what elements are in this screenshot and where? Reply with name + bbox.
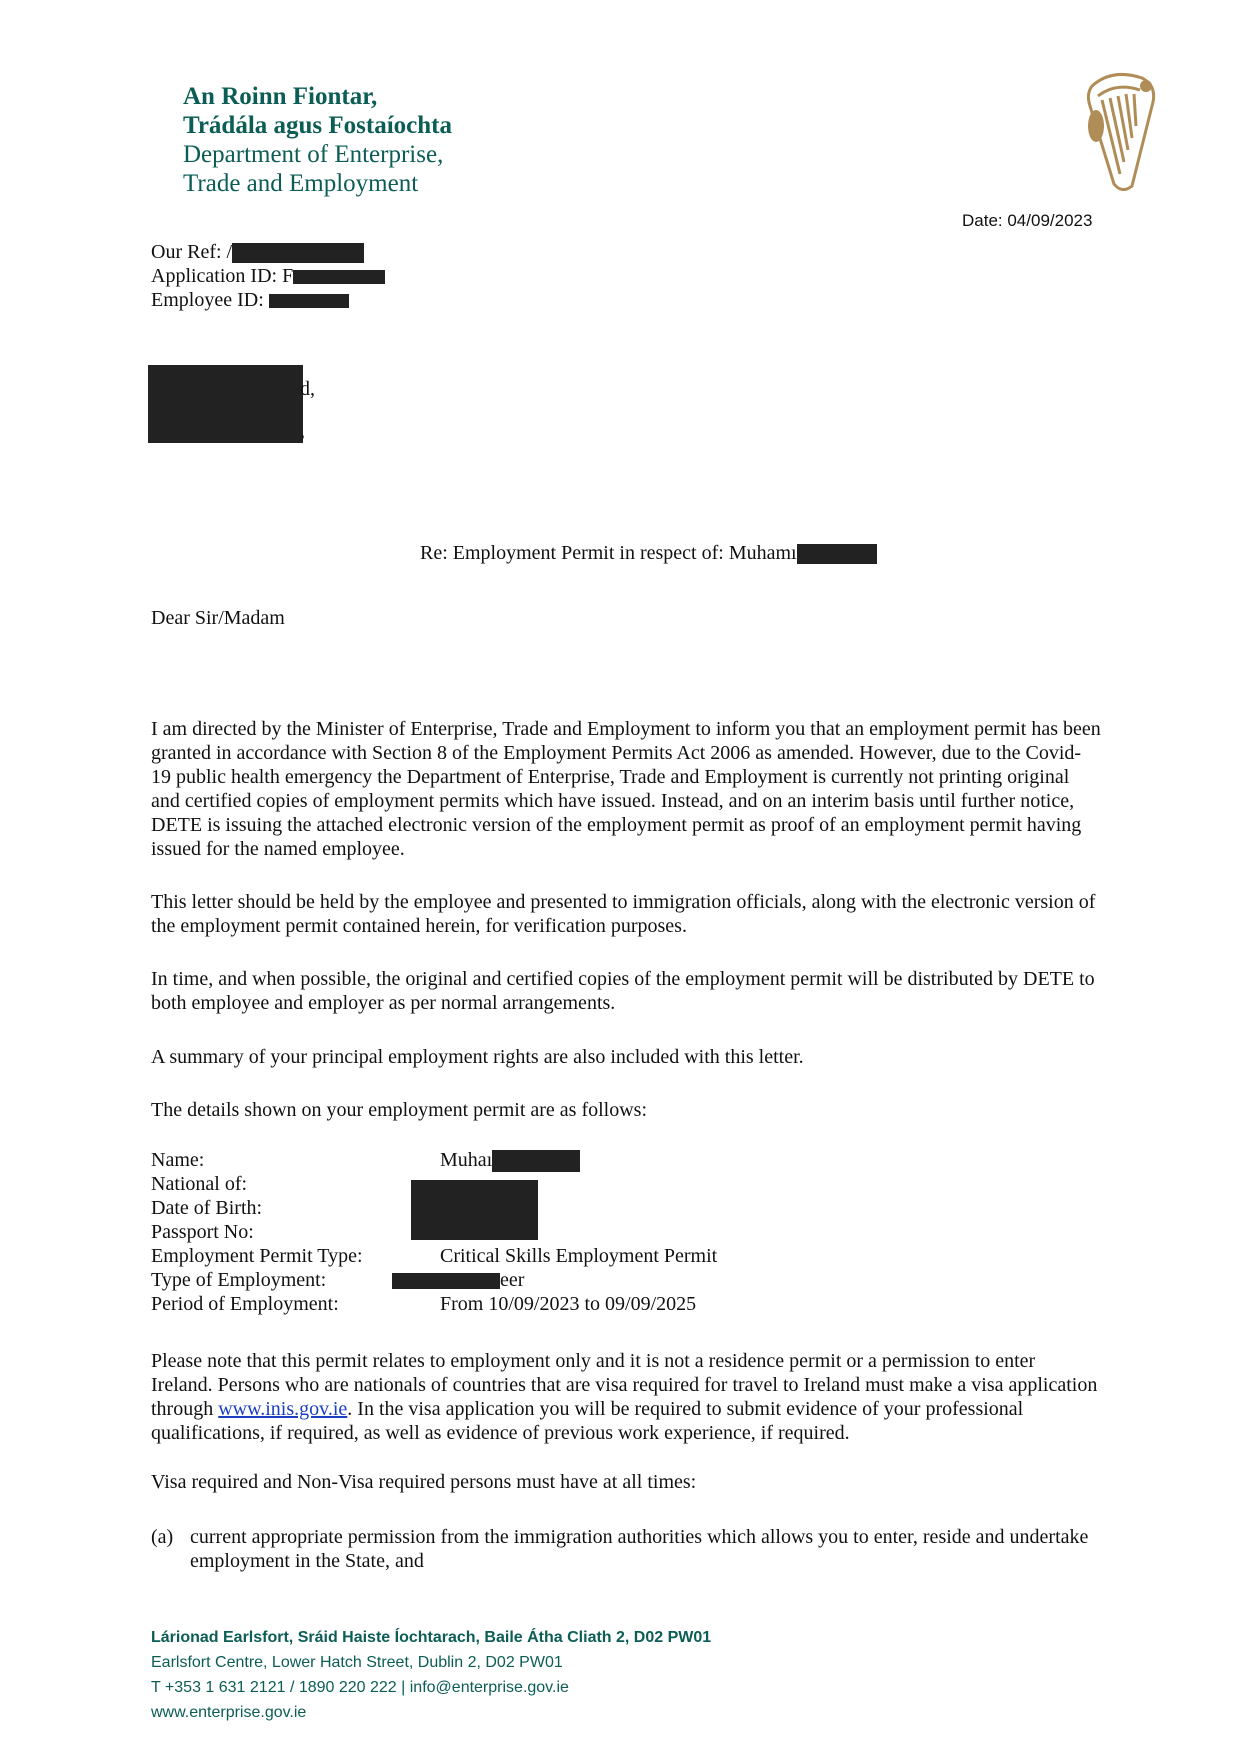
redaction-bar (797, 544, 877, 564)
address-line-1: d, (300, 378, 315, 400)
detail-row-permit-type: Employment Permit Type: Critical Skills Employment Permit (151, 1245, 718, 1267)
employee-id: Employee ID: (151, 288, 385, 312)
redaction-bar (232, 243, 364, 263)
reference-block (151, 240, 385, 312)
footer-website[interactable]: www.enterprise.gov.ie (151, 1704, 307, 1721)
detail-row-dob: Date of Birth: (151, 1197, 263, 1219)
detail-row-nationality: National of: (151, 1173, 248, 1195)
address-redaction (148, 365, 303, 443)
harp-emblem-icon (1072, 66, 1164, 198)
detail-row-name: Name: Muhaı (151, 1148, 717, 1172)
body-paragraph-6: Please note that this permit relates to employment only and it is not a residence permit or a permission to enter Ireland. Persons who are nationals of countries that are visa required for travel to Ireland must make a visa application through www.inis.gov.ie. In the visa application you will be required to submit evidence of your professional qualifications, if required, as well as evidence of previous work experience, if required. (151, 1350, 1098, 1444)
redaction-bar (269, 294, 349, 308)
address-line-2: , (300, 420, 305, 442)
detail-row-period: Period of Employment: From 10/09/2023 to 09/09/2025 (151, 1293, 697, 1315)
body-paragraph-3: In time, and when possible, the original and certified copies of the employment permit will be distributed by DETE to both employee and employer as per normal arrangements. (151, 968, 1095, 1014)
details-redaction (411, 1180, 538, 1240)
redaction-bar (392, 1273, 500, 1289)
body-paragraph-5: The details shown on your employment permit are as follows: (151, 1099, 648, 1121)
inis-link[interactable]: www.inis.gov.ie (218, 1398, 348, 1420)
department-logo-text (183, 82, 452, 198)
body-paragraph-7: Visa required and Non-Visa required persons must have at all times: (151, 1471, 697, 1493)
letter-date: Date: 04/09/2023 (962, 211, 1093, 230)
footer-irish-address: Lárionad Earlsfort, Sráid Haiste Íochtarach, Baile Átha Cliath 2, D02 PW01 (151, 1629, 712, 1646)
redaction-bar (492, 1150, 580, 1172)
our-ref: Our Ref: / (151, 240, 385, 264)
dept-name-english-1: Department of Enterprise, (183, 141, 444, 168)
dept-name-irish-1: An Roinn Fiontar, (183, 83, 378, 110)
footer-english-address: Earlsfort Centre, Lower Hatch Street, Dublin 2, D02 PW01 (151, 1654, 563, 1671)
letter-footer (151, 1625, 711, 1725)
dept-name-irish-2: Trádála agus Fostaíochta (183, 112, 452, 139)
dept-name-english-2: Trade and Employment (183, 170, 419, 197)
subject-line: Re: Employment Permit in respect of: Muhamı (420, 542, 877, 565)
salutation: Dear Sir/Madam (151, 607, 285, 629)
body-paragraph-2: This letter should be held by the employee and presented to immigration officials, along with the electronic version of the employment permit contained herein, for verification purposes. (151, 891, 1096, 937)
redaction-bar (293, 270, 385, 284)
footer-contact: T +353 1 631 2121 / 1890 220 222 | info@enterprise.gov.ie (151, 1679, 569, 1696)
body-paragraph-4: A summary of your principal employment rights are also included with this letter. (151, 1046, 804, 1068)
detail-row-employment-type: Type of Employment: eer (151, 1269, 525, 1291)
detail-row-passport: Passport No: (151, 1221, 254, 1243)
application-id: Application ID: F (151, 264, 385, 288)
list-item-a: (a) current appropriate permission from the immigration authorities which allows you to enter, reside and undertake employment in the State, and (151, 1526, 1089, 1572)
body-paragraph-1: I am directed by the Minister of Enterprise, Trade and Employment to inform you that an employment permit has been granted in accordance with Section 8 of the Employment Permits Act 2006 as amended. However, due to the Covid-19 public health emergency the Department of Enterprise, Trade and Employment is currently not printing original and certified copies of employment permits which have issued. Instead, and on an interim basis until further notice, DETE is issuing the attached electronic version of the employment permit as proof of an employment permit having issued for the named employee. (151, 718, 1101, 860)
